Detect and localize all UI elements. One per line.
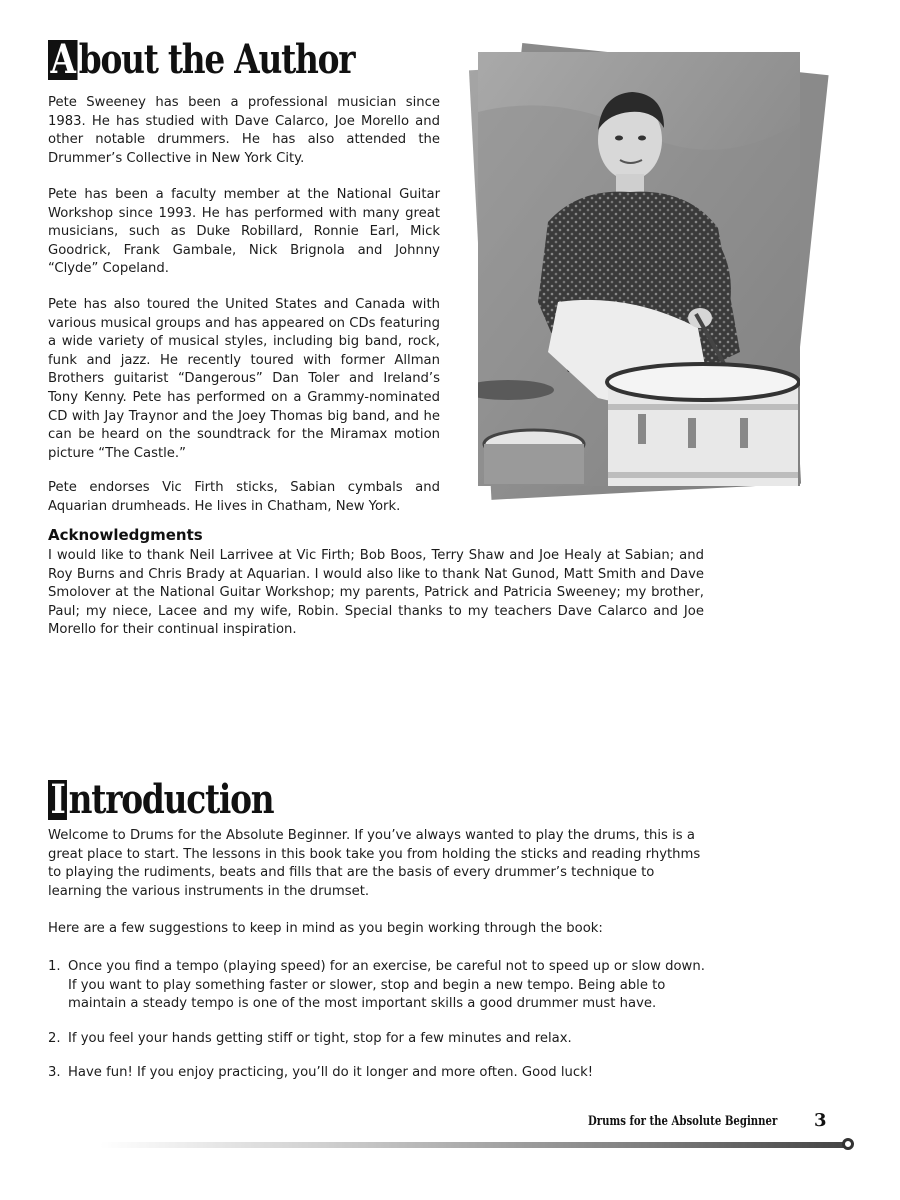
- suggestions-list: [48, 958, 708, 1099]
- suggestion-item: [48, 1064, 708, 1083]
- acknowledgments-heading: Acknowledgments: [48, 526, 203, 544]
- suggestion-item: [48, 958, 708, 1014]
- acknowledgments-text: I would like to thank Neil Larrivee at Vic Firth; Bob Boos, Terry Shaw and Joe Healy at Sabian; and Roy Burns and Chris Brady at Aquarian. I would also like to thank Nat Gunod, Matt Smith and Dave Smolover at the National Guitar Workshop; my parents, Patrick and Patricia Sweeney; my brother, Paul; my niece, Lacee and my wife, Robin. Special thanks to my teachers Dave Calarco and Joe Morello for their continual inspiration.: [48, 548, 704, 638]
- footer-rule: [100, 1142, 846, 1148]
- about-initial: A: [48, 40, 77, 80]
- suggestion-number: 3.: [48, 1065, 61, 1081]
- about-paragraph-4: Pete endorses Vic Firth sticks, Sabian cymbals and Aquarian drumheads. He lives in Chatham, New York.: [48, 480, 440, 514]
- footer-book-title: Drums for the Absolute Beginner: [588, 1114, 778, 1129]
- about-paragraph-2: Pete has been a faculty member at the National Guitar Workshop since 1993. He has performed with many great musicians, such as Duke Robillard, Ronnie Earl, Mick Goodrick, Frank Gambale, Nick Brignola and Johnny “Clyde” Copeland.: [48, 187, 440, 277]
- about-heading: [48, 38, 354, 82]
- drummer-photo-illustration: [478, 52, 800, 486]
- about-heading-rest: bout the Author: [78, 36, 355, 83]
- suggestion-text: Once you find a tempo (playing speed) for an exercise, be careful not to speed up or slow down. If you want to play something faster or slower, stop and begin a new tempo. Being able to maintain a steady tempo is one of the most important skills a good drummer must have.: [68, 959, 705, 1012]
- about-paragraph-1: Pete Sweeney has been a professional musician since 1983. He has studied with Dave Calarco, Joe Morello and other notable drummers. He has also attended the Drummer’s Collective in New York City.: [48, 95, 440, 166]
- suggestion-number: 1.: [48, 959, 61, 974]
- suggestion-item: [48, 1030, 708, 1049]
- suggestion-text: If you feel your hands getting stiff or tight, stop for a few minutes and relax.: [68, 1030, 572, 1046]
- introduction-paragraph-2: Here are a few suggestions to keep in mind as you begin working through the book:: [48, 921, 603, 936]
- introduction-initial: I: [48, 780, 67, 820]
- introduction-heading: [48, 778, 273, 822]
- page-number: 3: [814, 1110, 827, 1131]
- footer-rule-end-dot: [842, 1138, 854, 1150]
- introduction-heading-rest: ntroduction: [68, 776, 274, 823]
- suggestion-number: 2.: [48, 1030, 61, 1046]
- about-paragraph-3: Pete has also toured the United States and Canada with various musical groups and has appeared on CDs featuring a wide variety of musical styles, including big band, rock, funk and jazz. He recently toured with former Allman Brothers guitarist “Dangerous” Dan Toler and Ireland’s Tony Kenny. Pete has performed on a Grammy-nominated CD with Jay Traynor and the Joey Thomas big band, and he can be heard on the soundtrack for the Miramax motion picture “The Castle.”: [48, 297, 440, 461]
- author-photo-frame: [478, 52, 800, 486]
- introduction-paragraph-1: Welcome to Drums for the Absolute Beginner. If you’ve always wanted to play the drums, this is a great place to start. The lessons in this book take you from holding the sticks and reading rhythms to playing the rudiments, beats and fills that are the basis of every drummer’s technique to learning the various instruments in the drumset.: [48, 828, 701, 899]
- suggestion-text: Have fun! If you enjoy practicing, you’ll do it longer and more often. Good luck!: [68, 1065, 594, 1081]
- author-photo: [470, 40, 830, 510]
